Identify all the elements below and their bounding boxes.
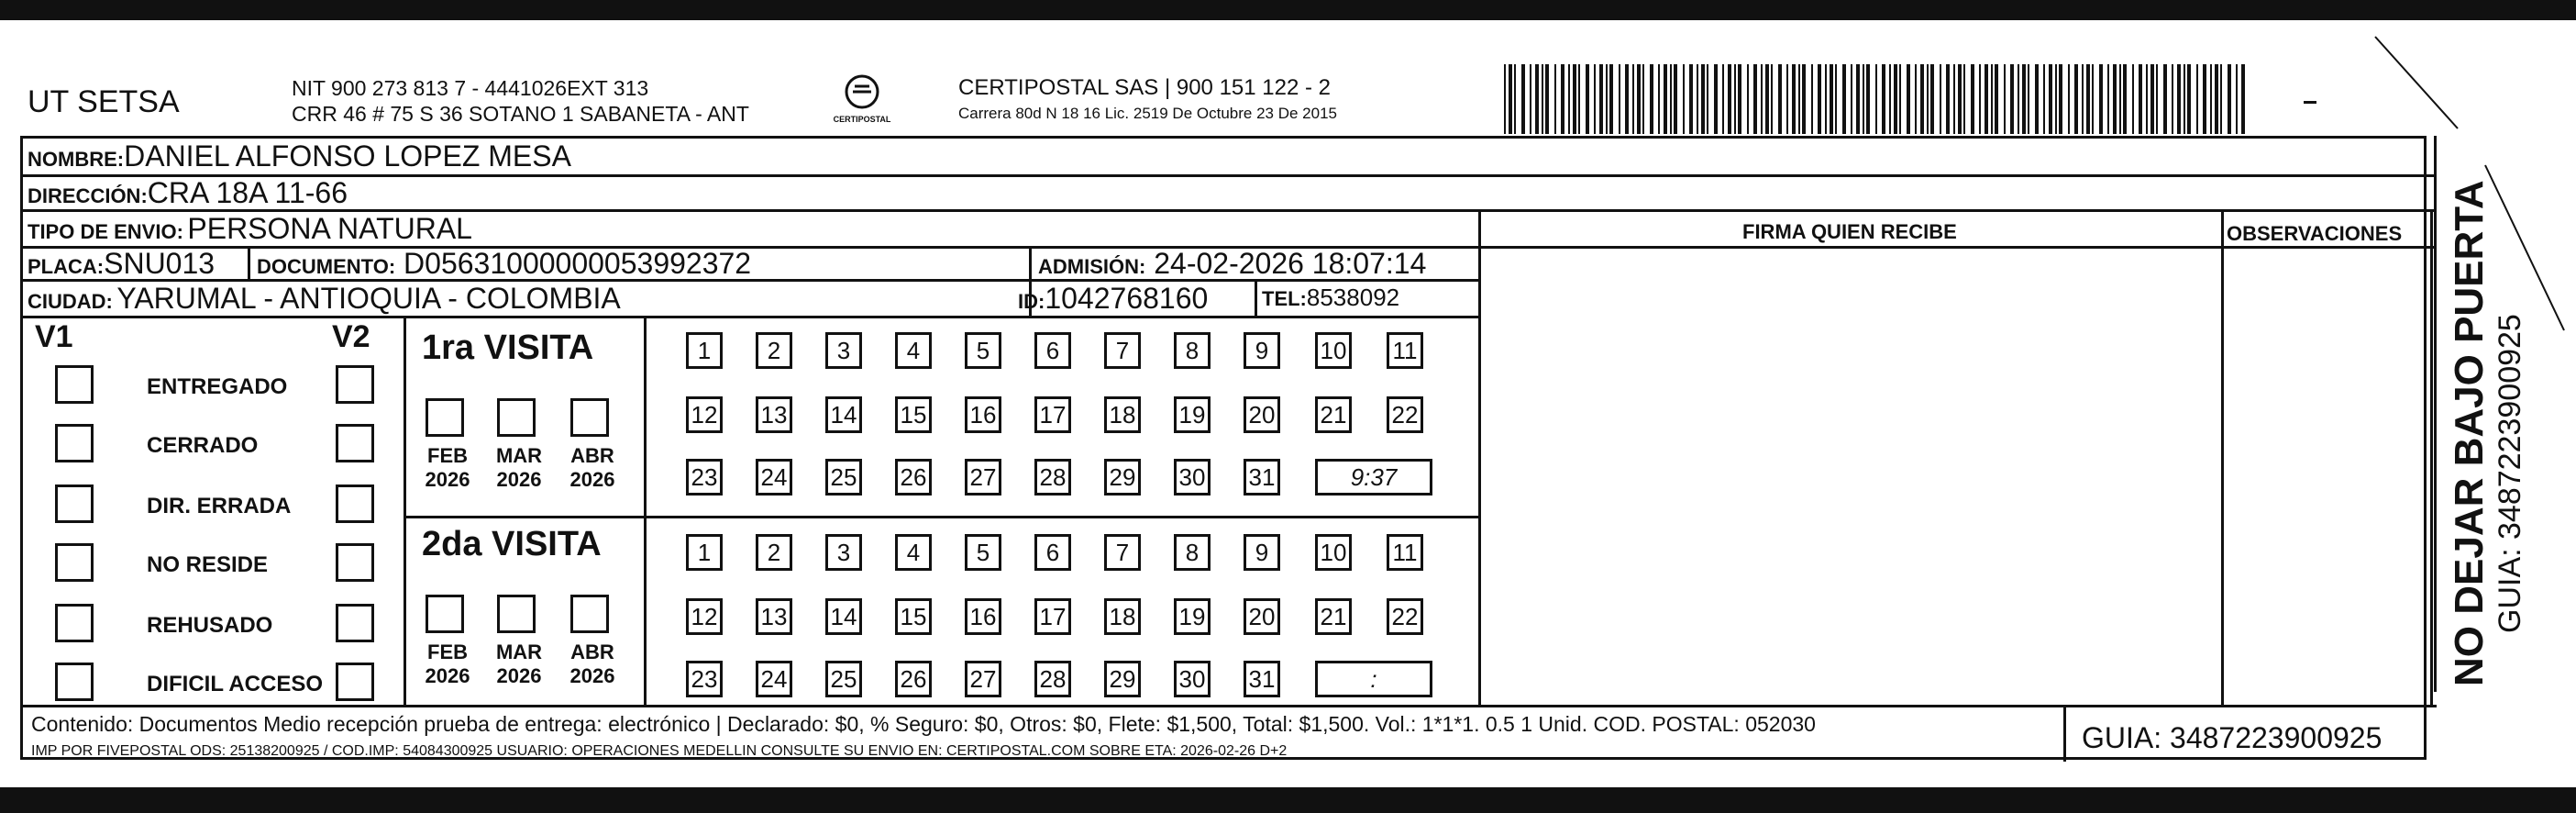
id-field	[1018, 282, 1208, 316]
barcode-bar	[1811, 64, 1813, 134]
tel-value: 8538092	[1306, 284, 1400, 311]
barcode-bar	[1625, 64, 1629, 134]
barcode-bar	[1586, 64, 1589, 134]
day-box[interactable]: 8	[1174, 332, 1211, 369]
month-label	[420, 444, 475, 492]
day-box[interactable]: 12	[686, 598, 723, 635]
barcode-bar	[1670, 64, 1672, 134]
admision-label: ADMISIÓN:	[1038, 255, 1146, 278]
day-box[interactable]: 24	[756, 661, 792, 697]
barcode-bar	[2196, 64, 2198, 134]
barcode-bar	[2156, 64, 2158, 134]
barcode-bar	[2113, 64, 2117, 134]
v1-checkbox[interactable]	[55, 424, 94, 462]
day-box[interactable]: 15	[895, 396, 932, 433]
barcode-bar	[1561, 64, 1564, 134]
barcode-bar	[1728, 64, 1731, 134]
day-box[interactable]: 2	[756, 332, 792, 369]
time-box[interactable]: :	[1315, 661, 1432, 697]
spacer	[1478, 251, 2434, 254]
day-box[interactable]: 21	[1315, 598, 1352, 635]
barcode-bar	[1798, 64, 1800, 134]
license-line: Carrera 80d N 18 16 Lic. 2519 De Octubre 23 De 2015	[958, 105, 1337, 122]
barcode-bar	[1650, 64, 1653, 134]
day-box[interactable]: 9	[1244, 332, 1280, 369]
day-box[interactable]: 26	[895, 661, 932, 697]
nit-line: NIT 900 273 813 7 - 4441026EXT 313	[292, 76, 649, 100]
barcode-bar	[1765, 64, 1769, 134]
v2-label: V2	[332, 319, 370, 354]
month-label	[420, 640, 475, 688]
barcode-bar	[1875, 64, 1877, 134]
barcode-bar	[1958, 64, 1962, 134]
barcode-bar	[1573, 64, 1576, 134]
col-rule	[1478, 209, 1481, 705]
barcode-bar	[1915, 64, 1917, 134]
barcode-bar	[2163, 64, 2167, 134]
v1-checkbox[interactable]	[55, 604, 94, 642]
barcode-bar	[2022, 64, 2026, 134]
barcode-bar	[1554, 64, 1556, 134]
day-box[interactable]: 19	[1174, 598, 1211, 635]
day-box[interactable]: 16	[965, 396, 1001, 433]
no-dejar-warning: NO DEJAR BAJO PUERTA	[2447, 180, 2492, 686]
day-box[interactable]: 6	[1034, 332, 1071, 369]
day-box[interactable]: 1	[686, 332, 723, 369]
col-rule	[1255, 279, 1257, 316]
barcode-bar	[1930, 64, 1934, 134]
barcode-bar	[1738, 64, 1741, 134]
barcode-bar	[2043, 64, 2045, 134]
documento-field	[257, 247, 751, 281]
barcode-bar	[1920, 64, 1924, 134]
month-year: 2026	[425, 468, 470, 491]
barcode	[1504, 64, 2256, 134]
day-box[interactable]: 5	[965, 534, 1001, 571]
barcode-bar	[1830, 64, 1833, 134]
barcode-bar	[1747, 64, 1749, 134]
v1-checkbox[interactable]	[55, 365, 94, 404]
barcode-bar	[2228, 64, 2231, 134]
day-box[interactable]: 4	[895, 332, 932, 369]
month-name: ABR	[570, 640, 614, 663]
v1-checkbox[interactable]	[55, 543, 94, 582]
month-label	[565, 444, 620, 492]
day-box[interactable]: 14	[825, 598, 862, 635]
barcode-bar	[2123, 64, 2127, 134]
dash-mark	[2304, 101, 2316, 104]
direccion-value: CRA 18A 11-66	[147, 176, 348, 209]
day-box[interactable]: 21	[1315, 396, 1352, 433]
v2-checkbox[interactable]	[336, 484, 374, 523]
barcode-bar	[1985, 64, 1988, 134]
barcode-bar	[1940, 64, 1941, 134]
row-rule	[20, 705, 2437, 707]
day-box[interactable]: 7	[1104, 534, 1141, 571]
barcode-bar	[2177, 64, 2181, 134]
barcode-bar	[1778, 64, 1782, 134]
day-box[interactable]: 5	[965, 332, 1001, 369]
day-box[interactable]: 30	[1174, 661, 1211, 697]
barcode-bar	[2028, 64, 2029, 134]
admision-field	[1038, 247, 1426, 281]
barcode-bar	[1882, 64, 1885, 134]
barcode-bar	[1971, 64, 1974, 134]
barcode-bar	[1609, 64, 1613, 134]
status-option-label: CERRADO	[147, 433, 259, 458]
barcode-bar	[1734, 64, 1736, 134]
barcode-bar	[2119, 64, 2121, 134]
month-name: MAR	[495, 640, 543, 663]
barcode-bar	[1899, 64, 1901, 134]
barcode-bar	[1542, 64, 1543, 134]
day-box[interactable]: 13	[756, 396, 792, 433]
time-box[interactable]: 9:37	[1315, 459, 1432, 496]
observaciones-header: OBSERVACIONES	[2227, 222, 2403, 245]
barcode-bar	[1894, 64, 1897, 134]
day-box[interactable]: 30	[1174, 459, 1211, 496]
barcode-bar	[1786, 64, 1788, 134]
month-year: 2026	[496, 468, 542, 491]
day-box[interactable]: 11	[1387, 332, 1423, 369]
day-box[interactable]: 2	[756, 534, 792, 571]
barcode-bar	[2035, 64, 2039, 134]
v2-checkbox[interactable]	[336, 663, 374, 701]
barcode-bar	[1642, 64, 1644, 134]
barcode-bar	[1707, 64, 1708, 134]
day-box[interactable]: 1	[686, 534, 723, 571]
barcode-bar	[1927, 64, 1929, 134]
second-visit-title: 2da VISITA	[422, 525, 602, 563]
tel-field	[1262, 284, 1399, 312]
barcode-bar	[1835, 64, 1837, 134]
id-label: ID:	[1018, 290, 1045, 313]
barcode-bar	[1674, 64, 1677, 134]
barcode-bar	[1545, 64, 1549, 134]
barcode-bar	[1753, 64, 1757, 134]
month-name: ABR	[570, 444, 614, 467]
v1-label: V1	[35, 319, 73, 354]
barcode-bar	[1664, 64, 1667, 134]
day-box[interactable]: 22	[1387, 598, 1423, 635]
certipostal-line: CERTIPOSTAL SAS | 900 151 122 - 2	[958, 75, 1331, 100]
month-name: FEB	[427, 640, 468, 663]
firma-header: FIRMA QUIEN RECIBE	[1742, 220, 1957, 243]
col-rule	[644, 316, 647, 705]
v1-checkbox[interactable]	[55, 484, 94, 523]
barcode-bar	[2059, 64, 2062, 134]
barcode-bar	[1963, 64, 1965, 134]
id-value: 1042768160	[1045, 282, 1209, 315]
row-rule	[404, 516, 1478, 518]
barcode-bar	[2010, 64, 2014, 134]
day-box[interactable]: 27	[965, 459, 1001, 496]
barcode-bar	[1851, 64, 1852, 134]
day-box[interactable]: 20	[1244, 598, 1280, 635]
day-box[interactable]: 14	[825, 396, 862, 433]
day-box[interactable]: 15	[895, 598, 932, 635]
barcode-bar	[1792, 64, 1796, 134]
day-box[interactable]: 20	[1244, 396, 1280, 433]
barcode-bar	[2203, 64, 2206, 134]
month-year: 2026	[496, 664, 542, 687]
documento-label: DOCUMENTO:	[257, 255, 396, 278]
status-option-label: DIR. ERRADA	[147, 494, 292, 518]
barcode-bar	[2132, 64, 2134, 134]
status-option-label: DIFICIL ACCESO	[147, 672, 324, 696]
barcode-bar	[1818, 64, 1821, 134]
month-year: 2026	[569, 468, 615, 491]
barcode-bar	[1606, 64, 1608, 134]
barcode-bar	[2055, 64, 2057, 134]
status-option-label: REHUSADO	[147, 613, 273, 638]
barcode-bar	[1689, 64, 1693, 134]
imp-line: IMP POR FIVEPOSTAL ODS: 25138200925 / COD.IMP: 54084300925 USUARIO: OPERACIONES MEDELLIN CONSULTE SU ENVIO EN: CERTIPOSTAL.COM SOBRE ETA: 2026-02-26 D+2	[31, 743, 1288, 759]
barcode-bar	[1825, 64, 1827, 134]
barcode-bar	[2236, 64, 2238, 134]
day-box[interactable]: 11	[1387, 534, 1423, 571]
day-box[interactable]: 28	[1034, 661, 1071, 697]
day-box[interactable]: 9	[1244, 534, 1280, 571]
day-box[interactable]: 27	[965, 661, 1001, 697]
month-label	[492, 444, 547, 492]
barcode-bar	[1504, 64, 1506, 134]
day-box[interactable]: 24	[756, 459, 792, 496]
day-box[interactable]: 25	[825, 661, 862, 697]
day-box[interactable]: 18	[1104, 598, 1141, 635]
day-box[interactable]: 28	[1034, 459, 1071, 496]
month-year: 2026	[569, 664, 615, 687]
v2-checkbox[interactable]	[336, 543, 374, 582]
placa-label: PLACA:	[28, 255, 105, 278]
barcode-bar	[1946, 64, 1950, 134]
tipo-label: TIPO DE ENVIO:	[28, 220, 183, 243]
day-box[interactable]: 16	[965, 598, 1001, 635]
v2-checkbox[interactable]	[336, 424, 374, 462]
row-rule	[20, 174, 2437, 177]
day-box[interactable]: 18	[1104, 396, 1141, 433]
certipostal-info	[958, 75, 1337, 123]
month-checkbox[interactable]	[497, 398, 536, 437]
barcode-bar	[2049, 64, 2052, 134]
company-info	[292, 75, 749, 127]
day-box[interactable]: 10	[1315, 534, 1352, 571]
day-box[interactable]: 23	[686, 661, 723, 697]
v1-checkbox[interactable]	[55, 663, 94, 701]
direccion-row	[28, 176, 348, 210]
barcode-bar	[2172, 64, 2173, 134]
col-rule	[2063, 705, 2066, 762]
day-box[interactable]: 6	[1034, 534, 1071, 571]
direccion-label: DIRECCIÓN:	[28, 184, 148, 207]
day-box[interactable]: 3	[825, 534, 862, 571]
day-box[interactable]: 19	[1174, 396, 1211, 433]
barcode-bar	[1771, 64, 1773, 134]
first-visit-title: 1ra VISITA	[422, 329, 594, 367]
certipostal-logo	[830, 73, 894, 124]
barcode-bar	[2068, 64, 2070, 134]
barcode-bar	[2018, 64, 2019, 134]
barcode-bar	[1995, 64, 1998, 134]
placa-value: SNU013	[104, 247, 216, 280]
top-border	[0, 0, 2576, 20]
nombre-row	[28, 139, 571, 173]
month-label	[565, 640, 620, 688]
day-box[interactable]: 31	[1244, 459, 1280, 496]
barcode-bar	[2086, 64, 2090, 134]
margin-strokes	[2357, 28, 2568, 340]
ciudad-row	[28, 282, 621, 316]
guia-side: GUIA: 3487223900925	[2493, 314, 2527, 633]
barcode-bar	[1632, 64, 1634, 134]
barcode-bar	[1599, 64, 1603, 134]
barcode-bar	[1701, 64, 1705, 134]
barcode-bar	[1530, 64, 1531, 134]
day-box[interactable]: 10	[1315, 332, 1352, 369]
day-box[interactable]: 23	[686, 459, 723, 496]
day-box[interactable]: 29	[1104, 661, 1141, 697]
month-name: FEB	[427, 444, 468, 467]
barcode-bar	[2146, 64, 2148, 134]
month-year: 2026	[425, 664, 470, 687]
month-label	[492, 640, 547, 688]
day-box[interactable]: 12	[686, 396, 723, 433]
barcode-bar	[1521, 64, 1525, 134]
barcode-bar	[1594, 64, 1596, 134]
bottom-border	[0, 787, 2576, 813]
day-box[interactable]: 29	[1104, 459, 1141, 496]
barcode-bar	[2082, 64, 2084, 134]
barcode-bar	[2220, 64, 2222, 134]
placa-field	[28, 247, 215, 281]
col-rule	[248, 246, 250, 279]
tipo-row	[28, 212, 472, 246]
day-box[interactable]: 4	[895, 534, 932, 571]
day-box[interactable]: 17	[1034, 396, 1071, 433]
barcode-bar	[1856, 64, 1860, 134]
barcode-bar	[1979, 64, 1981, 134]
contenido-line: Contenido: Documentos Medio recepción prueba de entrega: electrónico | Declarado: $0, % Seguro: $0, Otros: $0, Flete: $1,500, Total: $1,500. Vol.: 1*1*1. 0.5 1 Unid. COD. POSTAL: 052030	[31, 712, 1816, 736]
guia-footer: GUIA: 3487223900925	[2082, 721, 2383, 754]
barcode-bar	[2099, 64, 2103, 134]
barcode-bar	[2184, 64, 2185, 134]
barcode-bar	[1863, 64, 1864, 134]
month-checkbox[interactable]	[570, 398, 609, 437]
month-checkbox[interactable]	[426, 595, 464, 633]
barcode-bar	[2107, 64, 2109, 134]
day-box[interactable]: 31	[1244, 661, 1280, 697]
barcode-bar	[1535, 64, 1539, 134]
day-box[interactable]: 3	[825, 332, 862, 369]
barcode-bar	[1658, 64, 1660, 134]
barcode-bar	[1697, 64, 1698, 134]
barcode-bar	[1866, 64, 1870, 134]
barcode-bar	[1802, 64, 1806, 134]
admision-value: 24-02-2026 18:07:14	[1154, 247, 1427, 280]
barcode-bar	[2215, 64, 2218, 134]
barcode-bar	[1991, 64, 1993, 134]
barcode-bar	[1568, 64, 1570, 134]
nombre-value: DANIEL ALFONSO LOPEZ MESA	[124, 139, 571, 173]
barcode-bar	[1683, 64, 1685, 134]
barcode-bar	[1714, 64, 1718, 134]
address-line: CRR 46 # 75 S 36 SOTANO 1 SABANETA - ANT	[292, 102, 749, 126]
barcode-bar	[1578, 64, 1580, 134]
barcode-bar	[2187, 64, 2191, 134]
barcode-bar	[2092, 64, 2094, 134]
v2-checkbox[interactable]	[336, 365, 374, 404]
row-rule	[20, 316, 1478, 318]
month-checkbox[interactable]	[570, 595, 609, 633]
ciudad-label: CIUDAD:	[28, 290, 113, 313]
day-box[interactable]: 13	[756, 598, 792, 635]
tipo-value: PERSONA NATURAL	[187, 212, 472, 245]
company-name: UT SETSA	[28, 84, 180, 119]
barcode-bar	[1953, 64, 1955, 134]
day-box[interactable]: 25	[825, 459, 862, 496]
barcode-bar	[1842, 64, 1846, 134]
day-box[interactable]: 7	[1104, 332, 1141, 369]
barcode-bar	[2074, 64, 2078, 134]
barcode-bar	[1907, 64, 1910, 134]
barcode-bar	[2139, 64, 2142, 134]
day-box[interactable]: 17	[1034, 598, 1071, 635]
barcode-bar	[1722, 64, 1724, 134]
v2-checkbox[interactable]	[336, 604, 374, 642]
day-box[interactable]: 8	[1174, 534, 1211, 571]
barcode-bar	[1761, 64, 1763, 134]
month-name: MAR	[495, 444, 543, 467]
col-rule	[2221, 209, 2224, 705]
ciudad-value: YARUMAL - ANTIOQUIA - COLOMBIA	[116, 282, 621, 315]
barcode-bar	[1509, 64, 1512, 134]
barcode-bar	[1514, 64, 1516, 134]
documento-value: D05631000000053992372	[404, 247, 752, 280]
col-rule	[404, 316, 406, 705]
month-checkbox[interactable]	[497, 595, 536, 633]
tel-label: TEL:	[1262, 287, 1307, 310]
barcode-bar	[2210, 64, 2212, 134]
barcode-bar	[2004, 64, 2006, 134]
barcode-bar	[2150, 64, 2154, 134]
barcode-bar	[2241, 64, 2245, 134]
month-checkbox[interactable]	[426, 398, 464, 437]
status-option-label: ENTREGADO	[147, 374, 288, 399]
day-box[interactable]: 22	[1387, 396, 1423, 433]
barcode-bar	[1619, 64, 1620, 134]
barcode-bar	[1889, 64, 1891, 134]
barcode-bar	[1637, 64, 1641, 134]
nombre-label: NOMBRE:	[28, 148, 125, 171]
logo-text: CERTIPOSTAL	[833, 115, 891, 124]
status-option-label: NO RESIDE	[147, 552, 269, 577]
day-box[interactable]: 26	[895, 459, 932, 496]
